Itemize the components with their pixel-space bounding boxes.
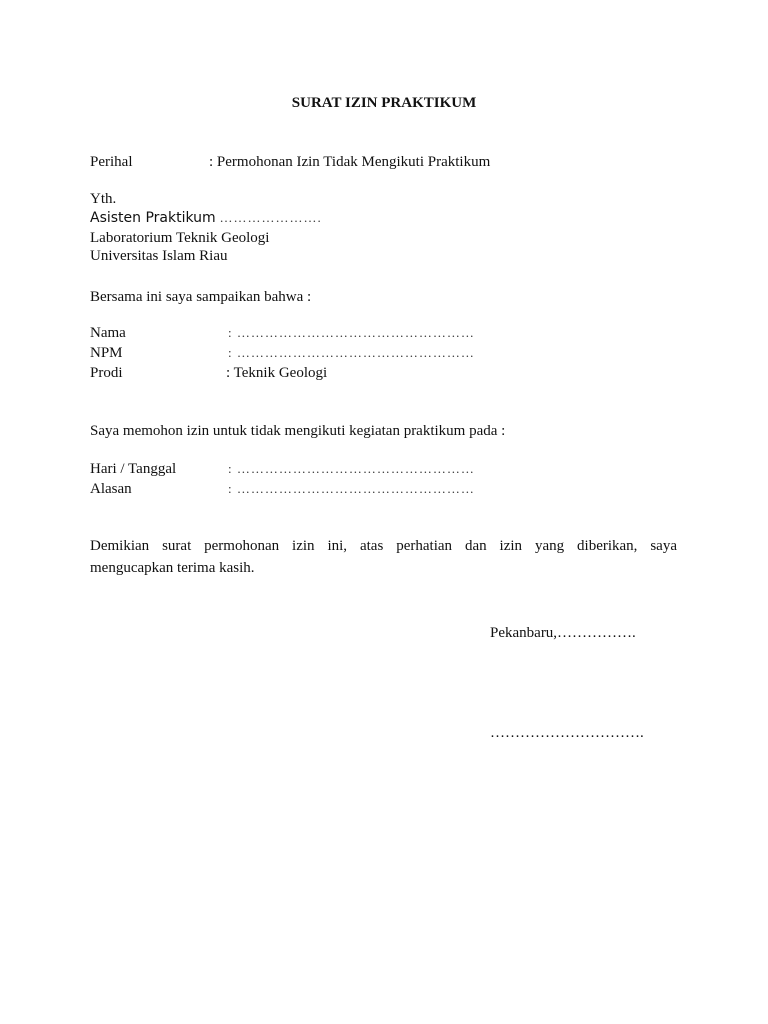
perihal-label: Perihal — [90, 154, 133, 170]
alasan-value: : …………………………………………… — [228, 481, 475, 496]
closing-line1: Demikian surat permohonan izin ini, atas perhatian dan izin yang diberikan, saya — [90, 538, 677, 554]
place-date: Pekanbaru,……………. — [490, 625, 636, 641]
npm-value: : …………………………………………… — [228, 345, 475, 360]
recipient-line1 — [90, 208, 322, 228]
signature-line: …………………………. — [490, 725, 644, 741]
letter-title: SURAT IZIN PRAKTIKUM — [291, 95, 477, 111]
hari-tanggal-label: Hari / Tanggal — [90, 461, 177, 477]
closing-paragraph — [90, 535, 677, 579]
npm-label: NPM — [90, 345, 123, 361]
recipient-line1-dots: …………………. — [219, 210, 322, 225]
nama-value: : …………………………………………… — [228, 325, 475, 340]
recipient-line1-label: Asisten Praktikum — [90, 210, 216, 226]
intro-text: Bersama ini saya sampaikan bahwa : — [90, 289, 312, 305]
perihal-value: : Permohonan Izin Tidak Mengikuti Praktikum — [209, 154, 491, 170]
hari-tanggal-value: : …………………………………………… — [228, 461, 475, 476]
request-text: Saya memohon izin untuk tidak mengikuti kegiatan praktikum pada : — [90, 423, 506, 439]
recipient-line2: Laboratorium Teknik Geologi — [90, 230, 270, 246]
prodi-label: Prodi — [90, 365, 123, 381]
prodi-value: : Teknik Geologi — [226, 365, 328, 381]
nama-label: Nama — [90, 325, 126, 341]
recipient-greeting: Yth. — [90, 191, 117, 207]
alasan-label: Alasan — [90, 481, 132, 497]
closing-line2: mengucapkan terima kasih. — [90, 560, 255, 576]
recipient-line3: Universitas Islam Riau — [90, 248, 228, 264]
